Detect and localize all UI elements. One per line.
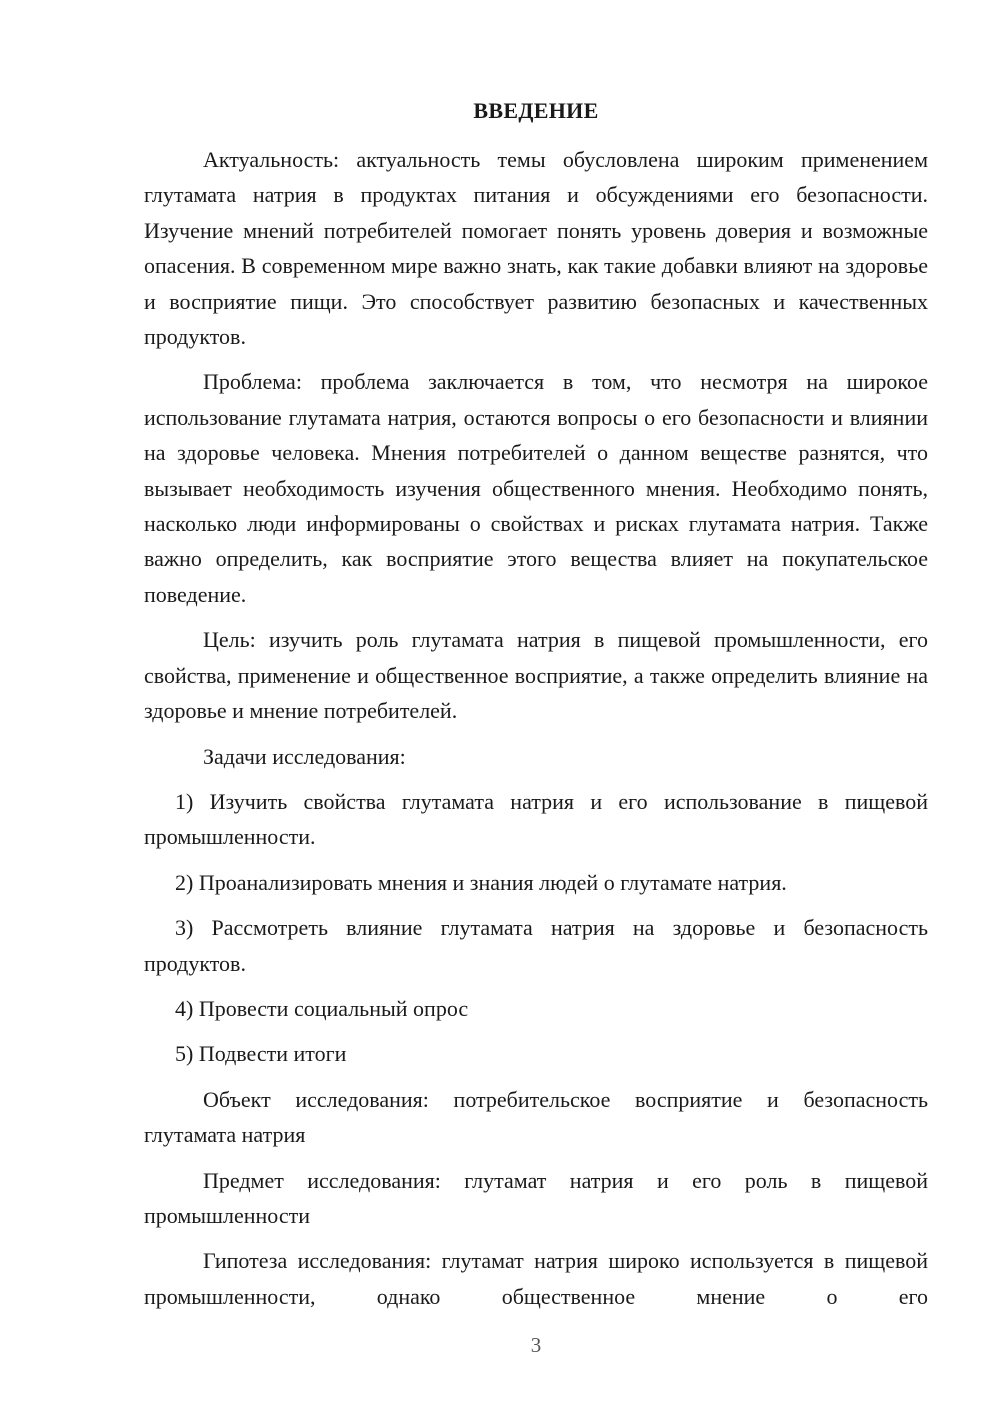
paragraph-subject: Предмет исследования: глутамат натрия и его роль в пищевой промышленности: [144, 1167, 928, 1228]
paragraph-tasks-heading: Задачи исследования:: [203, 743, 406, 769]
page-number: 3: [530, 1333, 542, 1357]
paragraph-hypothesis: Гипотеза исследования: глутамат натрия широко используется в пищевой промышленности, однако общественное мнение о его: [144, 1248, 928, 1309]
paragraph-problem: Проблема: проблема заключается в том, что несмотря на широкое использование глутамата натрия, остаются вопросы о его безопасности и влиянии на здоровье человека. Мнения потребителей о данном веществе разнятся, что вызывает необходимость изучения общественного мнения. Необходимо понять, насколько люди информированы о свойствах и рисках глутамата натрия. Также важно определить, как восприятие этого вещества влияет на покупательское поведение.: [144, 369, 928, 607]
paragraph-relevance: Актуальность: актуальность темы обусловлена широким применением глутамата натрия в продуктах питания и обсуждениями его безопасности. Изучение мнений потребителей помогает понять уровень доверия и возможные опасения. В современном мире важно знать, как такие добавки влияют на здоровье и восприятие пищи. Это способствует развитию безопасных и качественных продуктов.: [144, 147, 928, 350]
paragraph-object: Объект исследования: потребительское восприятие и безопасность глутамата натрия: [144, 1086, 928, 1148]
task-item-4: 4) Провести социальный опрос: [175, 995, 469, 1021]
task-item-2: 2) Проанализировать мнения и знания людей о глутамате натрия.: [175, 869, 787, 895]
document-body: [144, 142, 928, 1314]
section-title: ВВЕДЕНИЕ: [473, 98, 599, 123]
document-page: [144, 0, 928, 1414]
task-item-1: 1) Изучить свойства глутамата натрия и его использование в пищевой промышленности.: [144, 788, 928, 850]
task-item-3: 3) Рассмотреть влияние глутамата натрия на здоровье и безопасность продуктов.: [144, 915, 928, 976]
paragraph-goal: Цель: изучить роль глутамата натрия в пищевой промышленности, его свойства, применение и общественное восприятие, а также определить влияние на здоровье и мнение потребителей.: [144, 627, 928, 724]
task-item-5: 5) Подвести итоги: [175, 1041, 347, 1067]
